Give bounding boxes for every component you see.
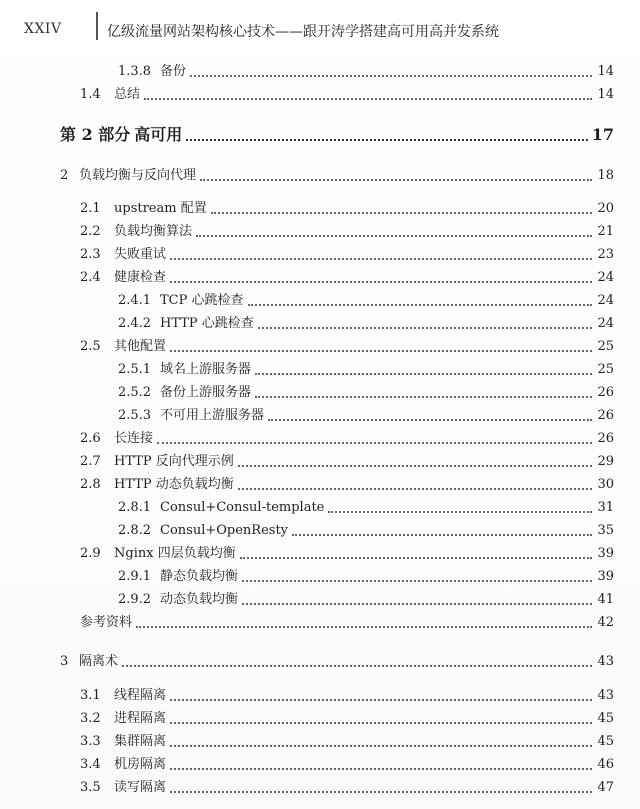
dot-leader [255,396,592,398]
toc-entry-page: 30 [597,477,614,492]
toc-entry [80,778,614,798]
toc-entry-title: 隔离术 [79,654,119,669]
toc-entry-number: 2.9.2 [118,592,152,607]
toc-entry-number: 2.8.1 [118,500,152,515]
toc-entry-title: 进程隔离 [114,711,167,726]
dot-leader [144,98,592,100]
toc-entry-number: 2.7 [80,454,101,469]
toc-entry-number: 1.4 [80,87,101,102]
toc-entry-page: 45 [597,711,614,726]
toc-entry-number: 1.3.8 [118,64,152,79]
toc-part-number: 第 2 部分 [60,125,131,144]
toc-entry-title: 不可用上游服务器 [160,408,265,423]
toc-entry [118,62,614,82]
toc-entry [80,544,614,564]
toc-entry [118,590,614,610]
toc-entry-title: Nginx 四层负载均衡 [114,546,236,561]
toc-entry-page: 17 [591,125,614,144]
toc-entry-page: 24 [597,270,614,285]
toc-entry-page: 23 [597,247,614,262]
toc-entry-title: 其他配置 [114,339,167,354]
toc-entry-page: 18 [597,168,614,183]
dot-leader [157,442,592,444]
toc-entry-number: 2.4.1 [118,293,152,308]
toc-entry-number: 3.4 [80,757,101,772]
page-number-roman: XXIV [24,21,62,37]
toc-entry-page: 43 [597,654,614,669]
toc-entry-title: 参考资料 [80,615,133,630]
toc-entry [80,429,614,449]
dot-leader [242,580,592,582]
toc-entry [80,755,614,775]
toc-entry-title: 静态负载均衡 [160,569,239,584]
toc-entry-page: 26 [597,431,614,446]
toc-entry-page: 29 [597,454,614,469]
toc-chapter-entry [60,652,614,672]
toc-entry-page: 24 [597,316,614,331]
toc-entry-number: 3.3 [80,734,101,749]
toc-entry-page: 45 [597,734,614,749]
toc-entry-number: 3.1 [80,688,101,703]
toc-entry-title: 域名上游服务器 [160,362,252,377]
toc-entry [80,475,614,495]
dot-leader [242,603,592,605]
toc-entry [80,613,614,633]
toc-entry-page: 39 [597,546,614,561]
toc-entry-page: 21 [597,224,614,239]
toc-entry [118,291,614,311]
book-title: 亿级流量网站架构核心技术——跟开涛学搭建高可用高并发系统 [107,24,499,40]
toc-entry-number: 2.5.2 [118,385,152,400]
toc-entry-page: 14 [597,87,614,102]
toc-entry [80,732,614,752]
toc-entry [80,452,614,472]
dot-leader [240,557,592,559]
toc-entry-page: 46 [597,757,614,772]
toc-part-title: 高可用 [134,125,183,144]
dot-leader [248,304,593,306]
toc-entry [80,199,614,219]
toc-entry-number: 2.9 [80,546,101,561]
toc-entry-page: 43 [597,688,614,703]
toc-chapter-entry [60,166,614,186]
toc-entry [118,314,614,334]
dot-leader [258,327,592,329]
dot-leader [328,511,592,513]
toc-entry-title: 失败重试 [114,247,167,262]
toc-entry [118,406,614,426]
toc-entry [118,383,614,403]
dot-leader [238,465,592,467]
toc-entry-number: 2.8.2 [118,523,152,538]
toc-entry-title: 读写隔离 [114,780,167,795]
toc-entry-title: 集群隔离 [114,734,167,749]
toc-entry [118,521,614,541]
toc-entry-page: 31 [597,500,614,515]
toc-entry-number: 3 [60,654,69,669]
toc-entry-number: 2.3 [80,247,101,262]
toc-entry-number: 3.2 [80,711,101,726]
toc-entry [80,709,614,729]
toc-entry-title: 机房隔离 [114,757,167,772]
dot-leader [186,139,587,141]
dot-leader [170,722,592,724]
toc-entry-title: 负载均衡算法 [114,224,193,239]
toc-entry-page: 35 [597,523,614,538]
dot-leader [122,665,592,667]
toc-entry-page: 14 [597,64,614,79]
toc-entry-title: 备份 [160,64,187,79]
toc-entry-title: 备份上游服务器 [160,385,252,400]
toc-entry-page: 20 [597,201,614,216]
dot-leader [200,179,592,181]
dot-leader [196,235,592,237]
toc-entry-number: 2.4.2 [118,316,152,331]
dot-leader [170,350,592,352]
toc-entry [80,245,614,265]
dot-leader [170,699,592,701]
dot-leader [170,791,592,793]
toc-entry-number: 2.4 [80,270,101,285]
toc-entry-number: 2.9.1 [118,569,152,584]
dot-leader [190,75,592,77]
toc-entry-number: 2.5.1 [118,362,152,377]
toc-entry-page: 47 [597,780,614,795]
toc-entry-title: 健康检查 [114,270,167,285]
toc-entry-number: 2.1 [80,201,101,216]
toc-entry-number: 2.6 [80,431,101,446]
toc-entry-title: 长连接 [114,431,154,446]
toc-entry [118,567,614,587]
toc-entry-title: HTTP 动态负载均衡 [114,477,234,492]
toc-entry-title: 线程隔离 [114,688,167,703]
toc-entry-number: 2.5 [80,339,101,354]
dot-leader [211,212,592,214]
dot-leader [170,258,592,260]
toc-entry-page: 25 [597,362,614,377]
toc-entry-page: 26 [597,408,614,423]
toc-entry [118,360,614,380]
toc-entry-page: 26 [597,385,614,400]
toc-entry-title: 动态负载均衡 [160,592,239,607]
toc-entry [80,222,614,242]
toc-entry-page: 25 [597,339,614,354]
toc-entry [80,268,614,288]
toc-entry-page: 39 [597,569,614,584]
toc-entry-title: Consul+OpenResty [160,523,289,538]
toc-part-entry [60,123,614,147]
toc-entry-number: 2 [60,168,69,183]
toc-entry [80,337,614,357]
dot-leader [170,281,592,283]
toc-entry [118,498,614,518]
dot-leader [255,373,592,375]
toc-entry [80,85,614,105]
toc-entry-title: TCP 心跳检查 [160,293,244,308]
toc-entry [80,686,614,706]
toc-entry-title: 总结 [114,87,141,102]
toc-entry-page: 24 [597,293,614,308]
dot-leader [170,768,592,770]
dot-leader [170,745,592,747]
toc-entry-title: Consul+Consul-template [160,500,325,515]
toc-entry-page: 42 [597,615,614,630]
dot-leader [292,534,592,536]
dot-leader [136,626,592,628]
dot-leader [268,419,592,421]
toc-entry-number: 3.5 [80,780,101,795]
toc-entry-title: HTTP 心跳检查 [160,316,254,331]
dot-leader [238,488,592,490]
toc-entry-page: 41 [597,592,614,607]
toc-entry-title: upstream 配置 [114,201,207,216]
toc-entry-title: 负载均衡与反向代理 [79,168,197,183]
toc-entry-number: 2.2 [80,224,101,239]
toc-entry-number: 2.8 [80,477,101,492]
toc-entry-number: 2.5.3 [118,408,152,423]
toc-entry-title: HTTP 反向代理示例 [114,454,234,469]
